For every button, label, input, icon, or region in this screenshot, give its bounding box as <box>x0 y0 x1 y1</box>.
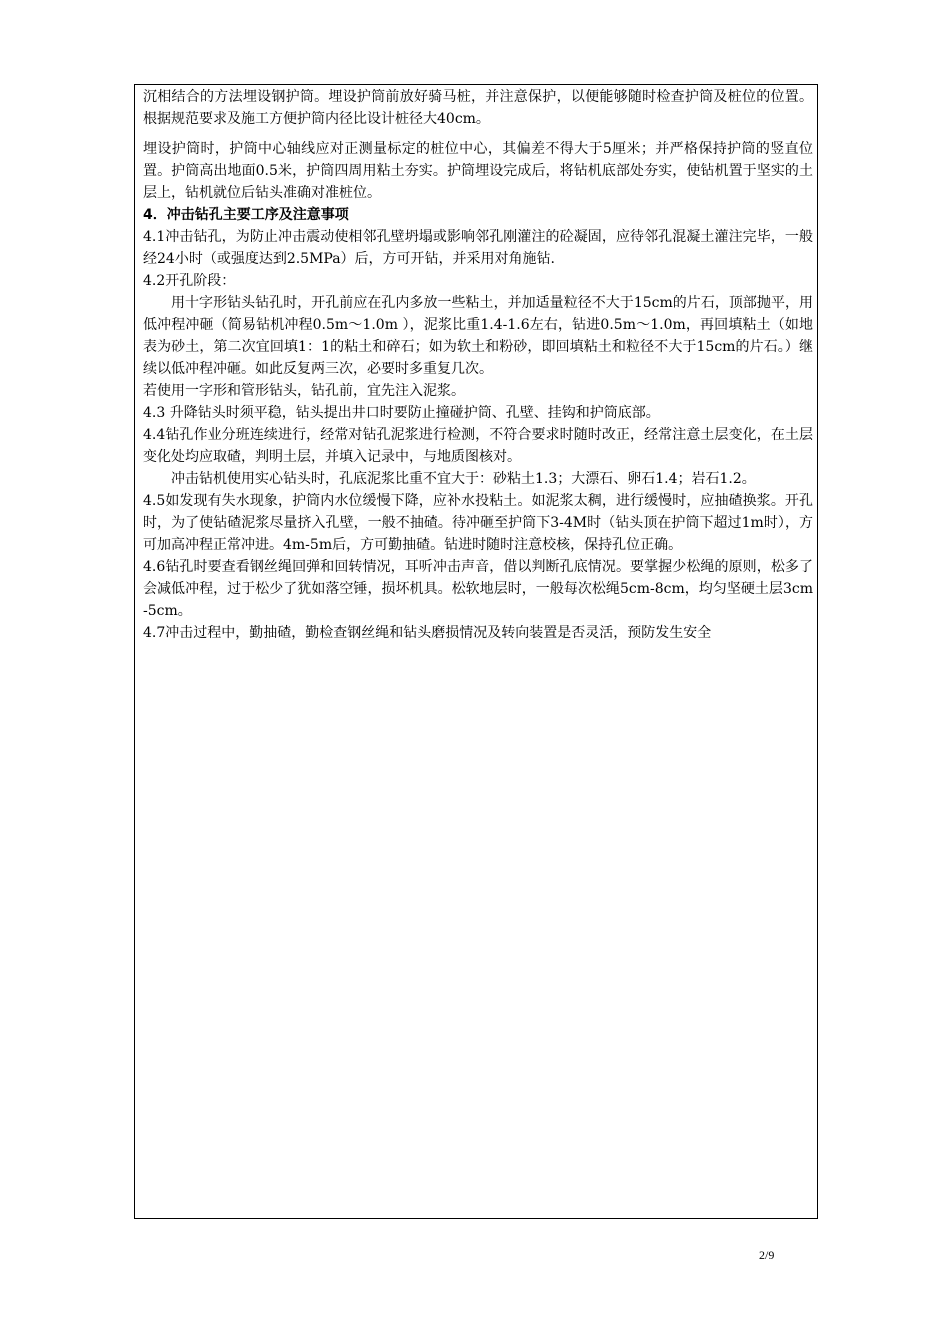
paragraph-4-1: 4.1冲击钻孔，为防止冲击震动使相邻孔壁坍塌或影响邻孔刚灌注的砼凝固，应待邻孔混凝土灌注完毕，一般经24小时（或强度达到2.5MPa）后，方可开钻，并采用对角施钻. <box>143 229 813 267</box>
paragraph-4-3: 4.3 升降钻头时须平稳，钻头提出井口时要防止撞碰护筒、孔壁、挂钩和护筒底部。 <box>143 405 660 421</box>
paragraph-4-4-note: 冲击钻机使用实心钻头时，孔底泥浆比重不宜大于：砂粘土1.3；大漂石、卵石1.4；岩石1.2。 <box>171 471 756 487</box>
paragraph-4-7: 4.7冲击过程中，勤抽碴，勤检查钢丝绳和钻头磨损情况及转向装置是否灵活，预防发生安全 <box>143 625 712 641</box>
paragraph-4-2-title: 4.2开孔阶段： <box>143 273 236 289</box>
paragraph-4-4: 4.4钻孔作业分班连续进行，经常对钻孔泥浆进行检测，不符合要求时随时改正，经常注意土层变化，在土层变化处均应取碴，判明土层，并填入记录中，与地质图核对。 <box>143 427 813 465</box>
page-number: 2/9 <box>759 1248 775 1262</box>
paragraph-casing-placement: 埋设护筒时，护筒中心轴线应对正测量标定的桩位中心，其偏差不得大于5厘米；并严格保持护筒的竖直位置。护筒高出地面0.5米，护筒四周用粘土夯实。护筒埋设完成后，将钻机底部处夯实，使钻机置于坚实的土层上，钻机就位后钻头准确对准桩位。 <box>143 141 813 201</box>
paragraph-4-2-note: 若使用一字形和管形钻头，钻孔前，宜先注入泥浆。 <box>143 383 465 399</box>
section-heading: 4．冲击钻孔主要工序及注意事项 <box>143 207 349 223</box>
paragraph-4-2-body: 用十字形钻头钻孔时，开孔前应在孔内多放一些粘土，并加适量粒径不大于15cm的片石，顶部抛平，用低冲程冲砸（简易钻机冲程0.5m～1.0m ），泥浆比重1.4-1.6左右，钻进0.5m～1.0m，再回填粘土（如地表为砂土，第二次宜回填1：1的粘土和碎石；如为软土和粉砂，即回填粘土和粒径不大于15cm的片石。）继续以低冲程冲砸。如此反复两三次，必要时多重复几次。 <box>143 295 813 377</box>
paragraph-4-5: 4.5如发现有失水现象，护筒内水位缓慢下降，应补水投粘土。如泥浆太稠，进行缓慢时，应抽碴换浆。开孔时，为了使钻碴泥浆尽量挤入孔壁，一般不抽碴。待冲砸至护筒下3-4M时（钻头顶在护筒下超过1m时），方可加高冲程正常冲进。4m-5m后，方可勤抽碴。钻进时随时注意校核，保持孔位正确。 <box>143 493 813 553</box>
document-body <box>143 86 813 644</box>
paragraph-4-6: 4.6钻孔时要查看钢丝绳回弹和回转情况，耳听冲击声音，借以判断孔底情况。要掌握少松绳的原则，松多了会减低冲程，过于松少了犹如落空锤，损坏机具。松软地层时，一般每次松绳5cm-8cm，均匀坚硬土层3cm-5cm。 <box>143 559 813 619</box>
paragraph-casing-method: 沉相结合的方法埋设钢护筒。埋设护筒前放好骑马桩，并注意保护，以便能够随时检查护筒及桩位的位置。根据规范要求及施工方便护筒内径比设计桩径大40cm。 <box>143 89 813 127</box>
